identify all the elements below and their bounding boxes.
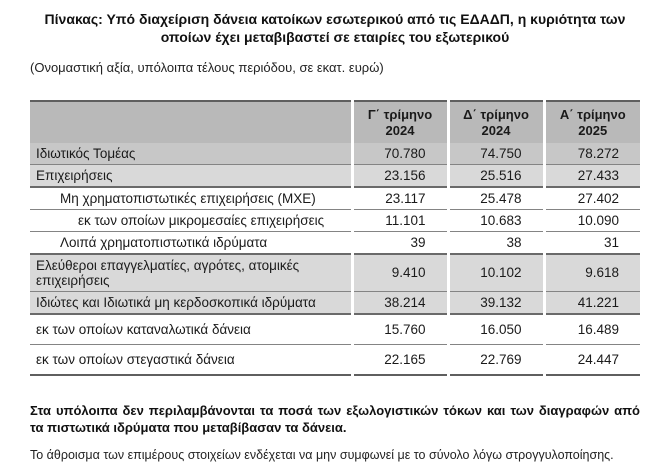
table-row-other-financial	[30, 231, 640, 254]
table-row-private-sector	[30, 143, 640, 165]
column-header-q4-2024	[448, 101, 544, 142]
row-label: εκ των οποίων στεγαστικά δάνεια	[36, 351, 235, 367]
cell-value: 15.760	[352, 314, 448, 345]
cell-value: 9.618	[544, 254, 640, 292]
cell-value: 38.214	[352, 291, 448, 314]
row-label: εκ των οποίων μικρομεσαίες επιχειρήσεις	[78, 212, 325, 228]
cell-value: 74.750	[448, 143, 544, 165]
cell-value: 24.447	[544, 344, 640, 375]
column-header-line2: 2024	[481, 122, 511, 138]
table-row-freelancers	[30, 254, 640, 292]
column-header-line2: 2025	[578, 122, 608, 138]
row-label: Ιδιωτικός Τομέας	[36, 145, 136, 161]
page-title: Πίνακας: Υπό διαχείριση δάνεια κατοίκων εσωτερικού από τις ΕΔΑΔΠ, η κυριότητα των οποίων έχει μεταβιβαστεί σε εταιρίες του εξωτερικού	[44, 11, 626, 46]
cell-value: 27.433	[544, 164, 640, 187]
cell-value: 25.478	[448, 187, 544, 210]
cell-value: 11.101	[352, 209, 448, 231]
row-label: Επιχειρήσεις	[36, 167, 113, 183]
table-row-smes	[30, 209, 640, 231]
cell-value: 38	[448, 231, 544, 254]
column-header-q3-2024	[352, 101, 448, 142]
row-label: Μη χρηματοπιστωτικές επιχειρήσεις (ΜΧΕ)	[60, 190, 316, 206]
table-row-individuals	[30, 291, 640, 314]
cell-value: 22.769	[448, 344, 544, 375]
row-label: εκ των οποίων καταναλωτικά δάνεια	[36, 321, 251, 337]
cell-value: 27.402	[544, 187, 640, 210]
row-label: Ελεύθεροι επαγγελματίες, αγρότες, ατομικές επιχειρήσεις	[36, 257, 300, 288]
cell-value: 78.272	[544, 143, 640, 165]
column-header-line1: Α΄ τρίμηνο	[559, 107, 626, 123]
cell-value: 9.410	[352, 254, 448, 292]
cell-value: 39	[352, 231, 448, 254]
column-header-line1: Δ΄ τρίμηνο	[463, 107, 529, 123]
header-empty-cell	[30, 101, 352, 142]
cell-value: 10.102	[448, 254, 544, 292]
table-header-row	[30, 101, 640, 142]
column-header-line1: Γ΄ τρίμηνο	[367, 107, 433, 123]
column-header-line2: 2024	[385, 122, 415, 138]
footnote-balances: Στα υπόλοιπα δεν περιλαμβάνονται τα ποσά των εξωλογιστικών τόκων και των διαγραφών από τα πιστωτικά ιδρύματα που μεταβίβασαν τα δάνεια.	[30, 402, 640, 436]
data-table	[30, 100, 640, 375]
cell-value: 41.221	[544, 291, 640, 314]
row-label: Ιδιώτες και Ιδιωτικά μη κερδοσκοπικά ιδρύματα	[36, 294, 316, 310]
row-label: Λοιπά χρηματοπιστωτικά ιδρύματα	[60, 234, 268, 250]
cell-value: 23.117	[352, 187, 448, 210]
table-row-housing-loans	[30, 344, 640, 375]
cell-value: 39.132	[448, 291, 544, 314]
cell-value: 10.090	[544, 209, 640, 231]
table-row-consumer-loans	[30, 314, 640, 345]
table-subtitle: (Ονομαστική αξία, υπόλοιπα τέλους περιόδου, σε εκατ. ευρώ)	[30, 60, 384, 76]
cell-value: 16.489	[544, 314, 640, 345]
table-row-businesses	[30, 164, 640, 187]
cell-value: 22.165	[352, 344, 448, 375]
cell-value: 25.516	[448, 164, 544, 187]
cell-value: 31	[544, 231, 640, 254]
cell-value: 23.156	[352, 164, 448, 187]
cell-value: 16.050	[448, 314, 544, 345]
footnote-rounding: Το άθροισμα των επιμέρους στοιχείων ενδέχεται να μην συμφωνεί με το σύνολο λόγω στρογγυλοποίησης.	[30, 447, 614, 462]
cell-value: 10.683	[448, 209, 544, 231]
cell-value: 70.780	[352, 143, 448, 165]
table-row-nonfinancial-corps	[30, 187, 640, 210]
column-header-q1-2025	[544, 101, 640, 142]
